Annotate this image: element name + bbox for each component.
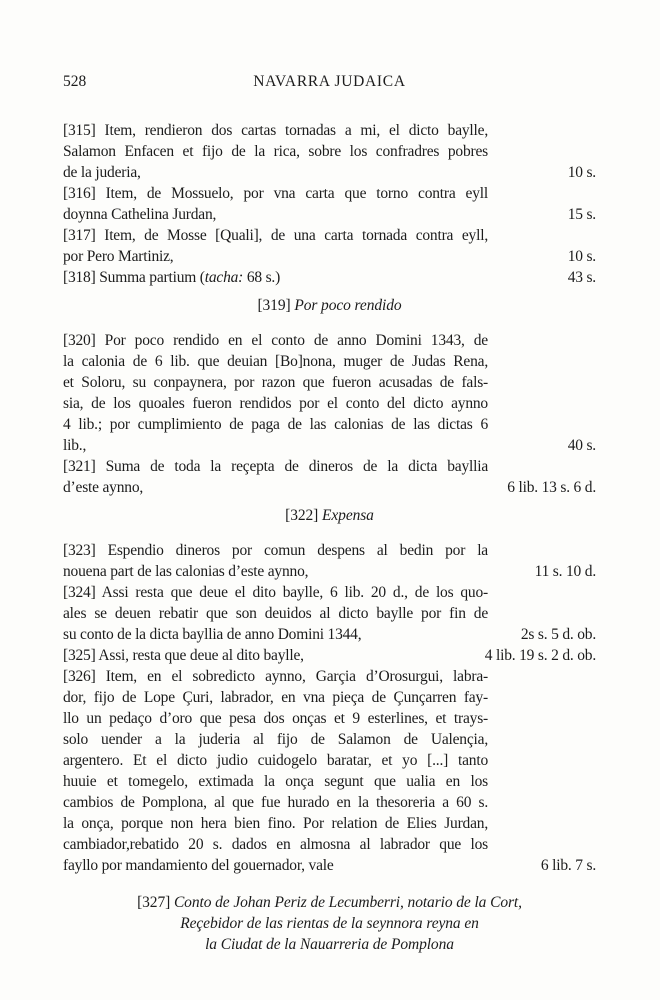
entry-amount: 11 s. 10 d. <box>534 563 596 580</box>
entry-line: [318] Summa partium (tacha: 68 s.) <box>63 269 281 286</box>
entries <box>63 120 596 955</box>
entry-lines <box>63 540 488 582</box>
entry-amount: 10 s. <box>567 164 596 181</box>
entry-lines <box>63 582 488 645</box>
entry-lines <box>63 666 488 876</box>
section-heading <box>63 505 596 526</box>
entry-lines <box>63 225 488 267</box>
entry-line: llo un pedaço d’oro que pesa dos onças et 9 esterlines, et trays- <box>63 710 488 727</box>
page-header <box>63 71 596 92</box>
heading-number: [322] <box>285 507 319 524</box>
entry-line: de la juderia, <box>63 164 141 181</box>
entry-paragraph <box>63 120 596 183</box>
entry-line: la onça, porque non hera bien fino. Por relation de Elies Jurdan, <box>63 815 488 832</box>
entry-line: Salamon Enfacen et fijo de la rica, sobre los confradres pobres <box>63 143 488 160</box>
entry-line: fayllo por mandamiento del gouernador, vale <box>63 857 334 874</box>
entry-amount: 40 s. <box>567 437 596 454</box>
entry-line: doynna Cathelina Jurdan, <box>63 206 217 223</box>
colophon <box>63 892 596 955</box>
entry-paragraph <box>63 540 596 582</box>
entry-line: sia, de los quoales fueron rendidos por el conto del dicto aynno <box>63 395 488 412</box>
heading-title: Por poco rendido <box>294 297 402 314</box>
entry-line: [317] Item, de Mosse [Quali], de una carta tornada contra eyll, <box>63 227 488 244</box>
colophon-line: la Ciudat de la Nauarreria de Pomplona <box>205 936 454 953</box>
entry-lines <box>63 183 488 225</box>
entry-lines <box>63 120 488 183</box>
entry-line: [316] Item, de Mossuelo, por vna carta que torno contra eyll <box>63 185 488 202</box>
entry-line: por Pero Martiniz, <box>63 248 174 265</box>
entry-amount: 6 lib. 7 s. <box>540 857 596 874</box>
entry-line: [323] Espendio dineros por comun despens al bedin por la <box>63 542 488 559</box>
entry-line: [320] Por poco rendido en el conto de anno Domini 1343, de <box>63 332 488 349</box>
entry-paragraph <box>63 666 596 876</box>
heading-title: Expensa <box>322 507 374 524</box>
entry-lines <box>63 267 488 288</box>
entry-line: solo uender a la juderia al fijo de Salamon de Ualençia, <box>63 731 488 748</box>
entry-paragraph <box>63 582 596 645</box>
entry-amount: 43 s. <box>567 269 596 286</box>
entry-line: 4 lib.; por cumplimiento de paga de las calonias de las dictas 6 <box>63 416 488 433</box>
entry-paragraph <box>63 183 596 225</box>
page-number: 528 <box>63 73 87 90</box>
colophon-number: [327] <box>137 894 171 911</box>
entry-line: cambiador,rebatido 20 s. dados en almosna al labrador que los <box>63 836 488 853</box>
entry-amount: 2s s. 5 d. ob. <box>520 626 596 643</box>
entry-line: su conto de la dicta bayllia de anno Domini 1344, <box>63 626 362 643</box>
entry-line: argentero. Et el dicto judio cuidogelo baratar, et yo [...] tanto <box>63 752 488 769</box>
entry-line: cambios de Pomplona, al que fue hurado en la thesoreria a 60 s. <box>63 794 488 811</box>
entry-amount: 15 s. <box>567 206 596 223</box>
entry-line: [326] Item, en el sobredicto aynno, Garçia d’Orosurgui, labra- <box>63 668 488 685</box>
entry-paragraph <box>63 456 596 498</box>
entry-line: la calonia de 6 lib. que deuian [Bo]nona, muger de Judas Rena, <box>63 353 488 370</box>
entry-line: nouena part de las calonias d’este aynno, <box>63 563 309 580</box>
entry-line: [315] Item, rendieron dos cartas tornadas a mi, el dicto baylle, <box>63 122 488 139</box>
entry-amount: 10 s. <box>567 248 596 265</box>
entry-line: [324] Assi resta que deue el dito baylle, 6 lib. 20 d., de los quo- <box>63 584 488 601</box>
entry-line: huuie et tomegelo, extimada la onça segunt que ualia en los <box>63 773 488 790</box>
heading-number: [319] <box>257 297 291 314</box>
entry-lines <box>63 645 488 666</box>
entry-line: lib., <box>63 437 87 454</box>
entry-amount: 6 lib. 13 s. 6 d. <box>507 479 596 496</box>
section-heading <box>63 295 596 316</box>
entry-lines <box>63 330 488 456</box>
entry-line: dor, fijo de Lope Çuri, labrador, en vna pieça de Çunçarren fay- <box>63 689 488 706</box>
entry-amount: 4 lib. 19 s. 2 d. ob. <box>484 647 596 664</box>
entry-line: et Soloru, su conpaynera, por razon que fueron acusadas de fals- <box>63 374 488 391</box>
colophon-line: Reçebidor de las rientas de la seynnora reyna en <box>180 915 479 932</box>
entry-paragraph <box>63 225 596 267</box>
entry-line: d’este aynno, <box>63 479 144 496</box>
entry-lines <box>63 456 488 498</box>
colophon-line: [327] Conto de Johan Periz de Lecumberri, notario de la Cort, <box>137 894 522 911</box>
entry-paragraph <box>63 645 596 666</box>
entry-line: [325] Assi, resta que deue al dito baylle, <box>63 647 304 664</box>
entry-line: [321] Suma de toda la reçepta de dineros de la dicta bayllia <box>63 458 488 475</box>
entry-paragraph <box>63 330 596 456</box>
running-title: NAVARRA JUDAICA <box>253 73 406 90</box>
entry-line: ales se deuen rebatir que son deuidos al dicto baylle por fin de <box>63 605 488 622</box>
entry-paragraph <box>63 267 596 288</box>
